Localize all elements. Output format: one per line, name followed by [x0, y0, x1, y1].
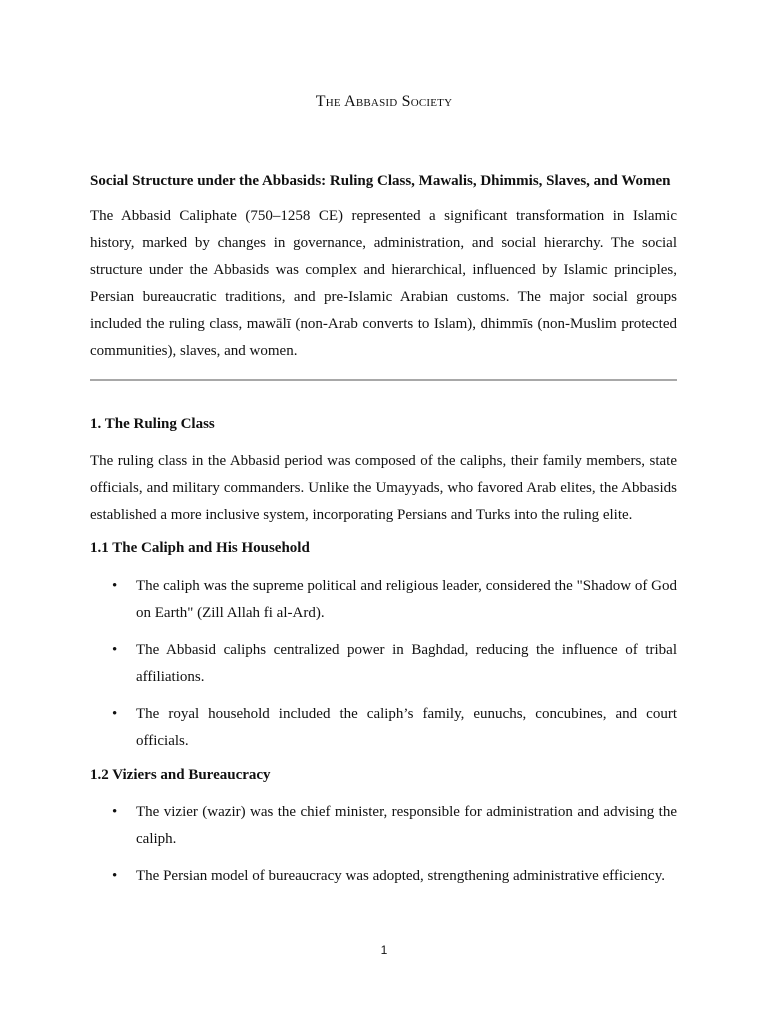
list-item	[90, 573, 677, 627]
ruling-class-heading: 1. The Ruling Class	[90, 416, 215, 432]
page-number: 1	[380, 943, 388, 957]
list-item-text: The Abbasid caliphs centralized power in Baghdad, reducing the influence of tribal affiliations.	[136, 642, 677, 685]
ruling-class-paragraph: The ruling class in the Abbasid period was composed of the caliphs, their family members, state officials, and military commanders. Unlike the Umayyads, who favored Arab elites, the Abbasids established a more inclusive system, incorporating Persians and Turks into the ruling elite.	[90, 453, 677, 523]
intro-paragraph: The Abbasid Caliphate (750–1258 CE) represented a significant transformation in Islamic history, marked by changes in governance, administration, and social hierarchy. The social structure under the Abbasids was complex and hierarchical, influenced by Islamic principles, Persian bureaucratic traditions, and pre-Islamic Arabian customs. The major social groups included the ruling class, mawālī (non-Arab converts to Islam), dhimmīs (non-Muslim protected communities), slaves, and women.	[90, 208, 677, 359]
caliph-household-list	[90, 573, 677, 755]
section-heading: Social Structure under the Abbasids: Ruling Class, Mawalis, Dhimmis, Slaves, and Women	[90, 173, 671, 189]
bullet-icon: •	[112, 706, 118, 722]
document-title	[0, 93, 768, 111]
bullet-icon: •	[112, 804, 118, 820]
list-item-text: The caliph was the supreme political and religious leader, considered the "Shadow of God on Earth" (Zill Allah fi al-Ard).	[136, 578, 677, 621]
list-item	[90, 799, 677, 853]
document-body	[90, 170, 677, 890]
viziers-heading: 1.2 Viziers and Bureaucracy	[90, 767, 271, 783]
list-item	[90, 701, 677, 755]
section-divider	[90, 379, 677, 381]
bullet-icon: •	[112, 578, 118, 594]
viziers-list	[90, 799, 677, 890]
list-item	[90, 637, 677, 691]
list-item-text: The royal household included the caliph’s family, eunuchs, concubines, and court officials.	[136, 706, 677, 749]
list-item-text: The vizier (wazir) was the chief minister, responsible for administration and advising the caliph.	[136, 804, 677, 847]
list-item	[90, 863, 677, 890]
list-item-text: The Persian model of bureaucracy was adopted, strengthening administrative efficiency.	[136, 868, 665, 884]
bullet-icon: •	[112, 642, 118, 658]
bullet-icon: •	[112, 868, 118, 884]
document-title-text: The Abbasid Society	[315, 93, 453, 110]
caliph-household-heading: 1.1 The Caliph and His Household	[90, 540, 310, 556]
